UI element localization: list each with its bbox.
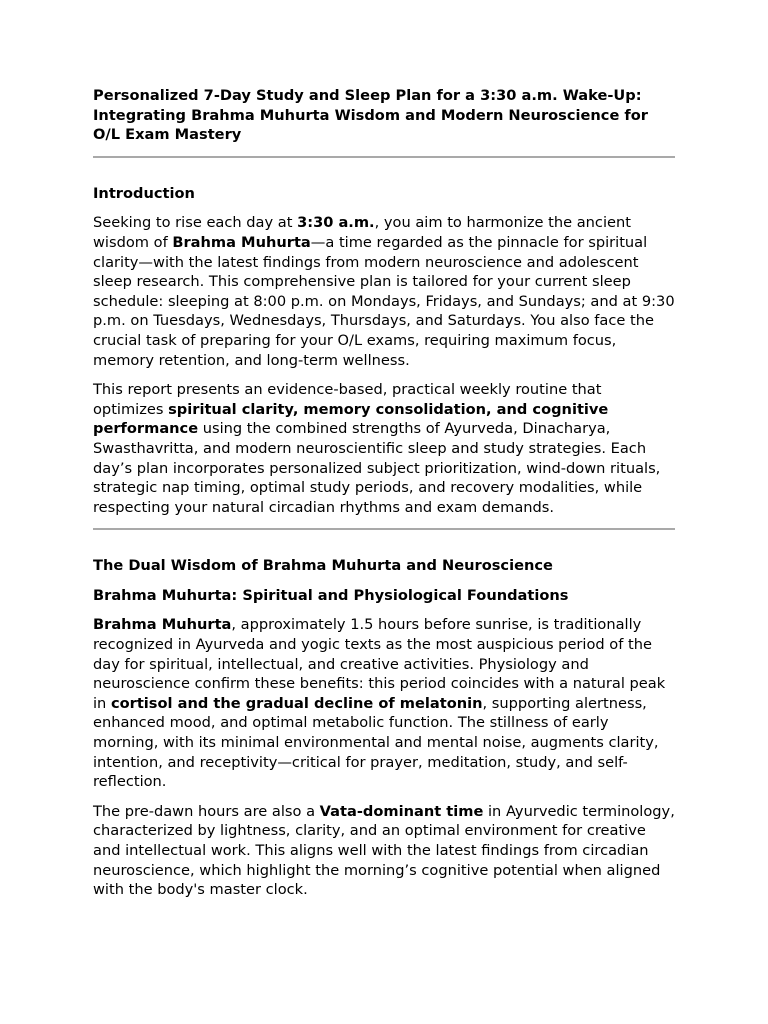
section-divider [93, 528, 675, 530]
brahma-muhurta-subheading: Brahma Muhurta: Spiritual and Physiological Foundations [93, 586, 569, 604]
section-divider [93, 156, 675, 158]
document-content [93, 86, 675, 900]
document-title: Personalized 7-Day Study and Sleep Plan for a 3:30 a.m. Wake-Up: Integrating Brahma Muhurta Wisdom and Modern Neuroscience for O/L Exam Mastery [93, 87, 648, 144]
brahma-muhurta-paragraph-1: Brahma Muhurta, approximately 1.5 hours before sunrise, is traditionally recognized in Ayurveda and yogic texts as the most auspicious period of the day for spiritual, intellectual, and creative activities. Physiology and neuroscience confirm these benefits: this period coincides with a natural peak in cortisol and the gradual decline of melatonin, supporting alertness, enhanced mood, and optimal metabolic function. The stillness of early morning, with its minimal environmental and mental noise, augments clarity, intention, and receptivity—critical for prayer, meditation, study, and self-reflection. [93, 616, 666, 791]
brahma-muhurta-paragraph-2: The pre-dawn hours are also a Vata-dominant time in Ayurvedic terminology, characterized by lightness, clarity, and an optimal environment for creative and intellectual work. This aligns well with the latest findings from circadian neuroscience, which highlight the morning’s cognitive potential when aligned with the body's master clock. [93, 802, 675, 899]
introduction-heading: Introduction [93, 184, 195, 202]
introduction-paragraph-1: Seeking to rise each day at 3:30 a.m., you aim to harmonize the ancient wisdom of Brahma Muhurta—a time regarded as the pinnacle for spiritual clarity—with the latest findings from modern neuroscience and adolescent sleep research. This comprehensive plan is tailored for your current sleep schedule: sleeping at 8:00 p.m. on Mondays, Fridays, and Sundays; and at 9:30 p.m. on Tuesdays, Wednesdays, Thursdays, and Saturdays. You also face the crucial task of preparing for your O/L exams, requiring maximum focus, memory retention, and long-term wellness. [93, 214, 675, 369]
dual-wisdom-heading: The Dual Wisdom of Brahma Muhurta and Neuroscience [93, 557, 553, 575]
introduction-paragraph-2: This report presents an evidence-based, practical weekly routine that optimizes spiritual clarity, memory consolidation, and cognitive performance using the combined strengths of Ayurveda, Dinacharya, Swasthavritta, and modern neuroscientific sleep and study strategies. Each day’s plan incorporates personalized subject prioritization, wind-down rituals, strategic nap timing, optimal study periods, and recovery modalities, while respecting your natural circadian rhythms and exam demands. [93, 381, 661, 516]
